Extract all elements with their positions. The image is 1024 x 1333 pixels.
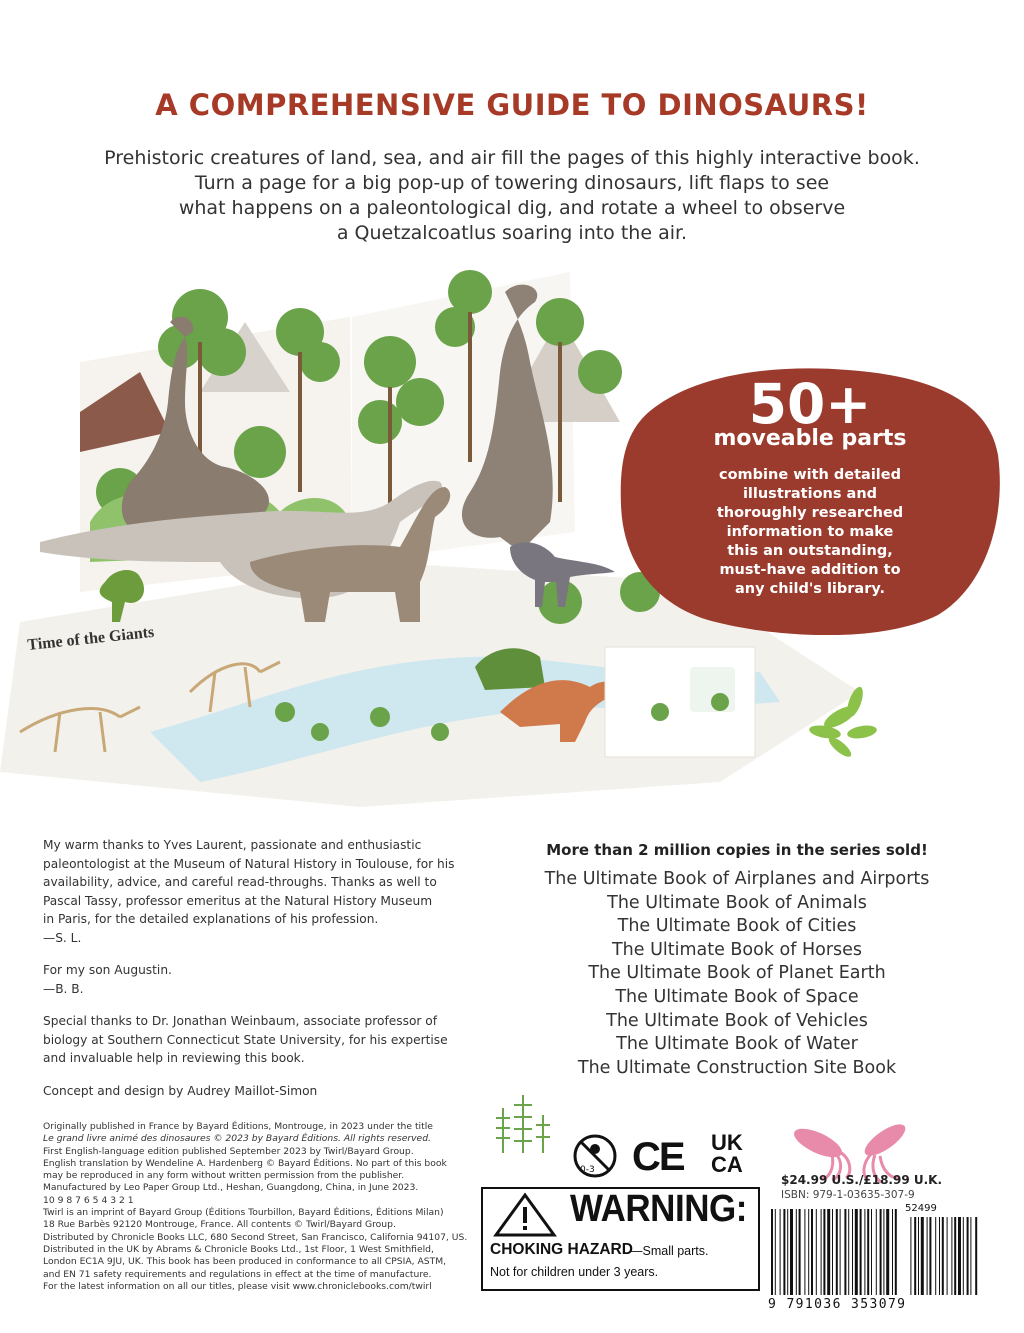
badge-line: thoroughly researched — [716, 505, 904, 521]
legal-line: Manufactured by Leo Paper Group Ltd., Heshan, Guangdong, China, in June 2023. — [43, 1182, 419, 1194]
legal-line: Originally published in France by Bayard Éditions, Montrouge, in 2023 under the title — [43, 1121, 433, 1132]
barcode-bar — [816, 1209, 817, 1295]
ukca-bottom: CA — [711, 1152, 743, 1177]
choking-hazard: CHOKING HAZARD — [490, 1241, 633, 1258]
thanks-paragraph-3 — [43, 1012, 483, 1068]
legal-line: Distributed in the UK by Abrams & Chronicle Books Ltd., 1st Floor, 1 West Smithfield, — [43, 1243, 434, 1255]
warning-title: WARNING: — [570, 1188, 747, 1230]
barcode-bar — [880, 1209, 882, 1295]
legal-line: Distributed by Chronicle Books LLC, 680 Second Street, San Francisco, California 94107, US. — [43, 1231, 468, 1243]
spread-section-title: Time of the Giants — [26, 623, 155, 654]
barcode-addon-bar — [947, 1217, 948, 1295]
legal-line: English translation by Wendeline A. Hardenberg © Bayard Éditions. No part of this book — [43, 1157, 447, 1169]
barcode-bar — [860, 1209, 862, 1295]
barcode-bar — [892, 1209, 893, 1295]
thanks-paragraph-2 — [43, 961, 483, 998]
intro-paragraph — [60, 146, 964, 246]
barcode-bar — [783, 1209, 785, 1295]
legal-line: Twirl is an imprint of Bayard Group (Éditions Tourbillon, Bayard Éditions, Éditions Milan) — [43, 1207, 444, 1219]
barcode-bar — [864, 1209, 865, 1295]
barcode-bar — [832, 1209, 833, 1295]
barcode-bar — [771, 1209, 773, 1295]
series-title: The Ultimate Construction Site Book — [577, 1057, 897, 1078]
barcode-bar — [796, 1209, 797, 1295]
series-title: The Ultimate Book of Animals — [607, 892, 867, 913]
badge-line: any child's library. — [735, 581, 885, 597]
thanks-signature: —B. B. — [43, 981, 84, 996]
badge-line: combine with detailed — [719, 467, 901, 483]
ce-mark: CE — [632, 1135, 684, 1179]
badge-line: illustrations and — [742, 486, 878, 502]
barcode-addon-bar — [929, 1217, 931, 1295]
barcode-bar — [821, 1209, 822, 1295]
series-title: The Ultimate Book of Horses — [611, 939, 863, 960]
thanks-paragraph-1 — [43, 836, 483, 947]
barcode-addon-bar — [927, 1217, 928, 1295]
barcode-bar — [811, 1209, 813, 1295]
barcode-bar — [852, 1209, 853, 1295]
price: $24.99 U.S./£18.99 U.K. — [781, 1173, 943, 1187]
series-title: The Ultimate Book of Space — [615, 986, 859, 1007]
intro-line: a Quetzalcoatlus soaring into the air. — [336, 222, 688, 244]
warning-triangle-icon — [492, 1192, 558, 1238]
intro-line: what happens on a paleontological dig, and rotate a wheel to observe — [178, 197, 846, 219]
ukca-mark — [711, 1132, 743, 1176]
barcode-bar — [790, 1209, 793, 1295]
barcode-bar — [799, 1209, 801, 1295]
barcode-bar — [836, 1209, 838, 1295]
thanks-line: biology at Southern Connecticut State University, for his expertise — [43, 1032, 448, 1047]
series-title: The Ultimate Book of Cities — [617, 916, 857, 937]
age-warning: Not for children under 3 years. — [490, 1265, 659, 1279]
badge-line: this an outstanding, — [727, 543, 893, 559]
series-title: The Ultimate Book of Planet Earth — [588, 963, 886, 984]
barcode-bar — [827, 1209, 830, 1295]
intro-line: Turn a page for a big pop-up of towering dinosaurs, lift flaps to see — [194, 172, 830, 194]
barcode-bar — [883, 1209, 884, 1295]
barcode-digits: 9 791036 353079 — [768, 1297, 907, 1312]
barcode-bar — [780, 1209, 781, 1295]
thanks-line: My warm thanks to Yves Laurent, passionate and enthusiastic — [43, 838, 422, 852]
barcode-addon-bar — [970, 1217, 971, 1295]
thanks-line: Pascal Tassy, professor emeritus at the Natural History Museum — [43, 893, 433, 908]
isbn: ISBN: 979-1-03635-307-9 — [781, 1189, 915, 1201]
barcode-bar — [808, 1209, 809, 1295]
design-credit — [43, 1082, 483, 1101]
badge-label: moveable parts — [713, 426, 907, 451]
barcode-bar — [867, 1209, 869, 1295]
horsetail-plant-icon — [488, 1093, 558, 1158]
barcode-addon-bar — [935, 1217, 936, 1295]
barcode-bar — [804, 1209, 805, 1295]
headline: A COMPREHENSIVE GUIDE TO DINOSAURS! — [155, 88, 869, 122]
barcode-bar — [876, 1209, 877, 1295]
barcode-addon-bar — [951, 1217, 952, 1295]
legal-line: may be reproduced in any form without written permission from the publisher. — [43, 1170, 405, 1182]
barcode-addon-bar — [910, 1217, 911, 1295]
series-title-list — [490, 868, 984, 1080]
thanks-line: For my son Augustin. — [43, 963, 172, 977]
legal-line: and EN 71 safety requirements and regulations in effect at the time of manufacture. — [43, 1268, 432, 1280]
barcode-bar — [840, 1209, 841, 1295]
series-title: The Ultimate Book of Water — [616, 1034, 858, 1055]
legal-line: For the latest information on all our titles, please visit www.chroniclebooks.com/twirl — [43, 1280, 432, 1292]
barcode-bar — [787, 1209, 788, 1295]
badge-line: information to make — [726, 524, 894, 540]
thanks-line: in Paris, for the detailed explanations of his profession. — [43, 912, 379, 926]
barcode-bar — [823, 1209, 825, 1295]
barcode-addon-bar — [942, 1217, 944, 1295]
barcode-addon-bar — [975, 1217, 977, 1295]
barcode-addon-bar — [967, 1217, 969, 1295]
barcode-addon-bar — [918, 1217, 919, 1295]
barcode-bar — [871, 1209, 872, 1295]
series-heading: More than 2 million copies in the series sold! — [546, 841, 928, 859]
thanks-signature: —S. L. — [43, 930, 82, 945]
barcode-addon: 52499 — [905, 1203, 937, 1214]
series-title: The Ultimate Book of Vehicles — [606, 1010, 868, 1031]
series-title: The Ultimate Book of Airplanes and Airports — [544, 869, 930, 889]
thanks-line: availability, advice, and careful read-throughs. Thanks as well to — [43, 875, 437, 889]
age-restriction-icon — [572, 1133, 618, 1179]
legal-text — [43, 1121, 483, 1293]
age-label: 0-3 — [580, 1165, 595, 1175]
barcode-addon-bar — [939, 1217, 940, 1295]
legal-line: 10 9 8 7 6 5 4 3 2 1 — [43, 1194, 134, 1206]
legal-line: Le grand livre animé des dinosaures © 2023 by Bayard Éditions. All rights reserved. — [43, 1133, 431, 1145]
barcode-bar — [775, 1209, 776, 1295]
thanks-line: and invaluable help in reviewing this book. — [43, 1051, 305, 1065]
barcode-bar — [895, 1209, 897, 1295]
legal-line: London EC1A 9JU, UK. This book has been produced in conformance to all CPSIA, ASTM, — [43, 1256, 447, 1268]
badge-count: 50+ — [748, 372, 872, 436]
intro-line: Prehistoric creatures of land, sea, and air fill the pages of this highly interactive book. — [104, 147, 920, 169]
barcode-bar — [848, 1209, 849, 1295]
legal-line: 18 Rue Barbès 92120 Montrouge, France. All contents © Twirl/Bayard Group. — [43, 1219, 396, 1231]
barcode-addon-bar — [958, 1217, 961, 1295]
barcode-addon-bar — [954, 1217, 956, 1295]
thanks-line: Special thanks to Dr. Jonathan Weinbaum, associate professor of — [43, 1014, 438, 1028]
barcode-addon-bar — [921, 1217, 924, 1295]
thanks-line: paleontologist at the Museum of Natural History in Toulouse, for his — [43, 856, 455, 871]
ukca-top: UK — [711, 1130, 743, 1155]
acknowledgements — [43, 836, 483, 1114]
small-parts-note: —Small parts. — [630, 1244, 709, 1258]
barcode-bar — [844, 1209, 846, 1295]
legal-line: First English-language edition published September 2023 by Twirl/Bayard Group. — [43, 1145, 414, 1157]
badge-description — [640, 466, 980, 599]
barcode-addon-bar — [963, 1217, 964, 1295]
barcode-bar — [886, 1209, 889, 1295]
barcode-addon-bar — [914, 1217, 916, 1295]
thanks-line: Concept and design by Audrey Maillot-Simon — [43, 1083, 318, 1098]
badge-line: must-have addition to — [719, 562, 901, 578]
barcode-bar — [855, 1209, 858, 1295]
